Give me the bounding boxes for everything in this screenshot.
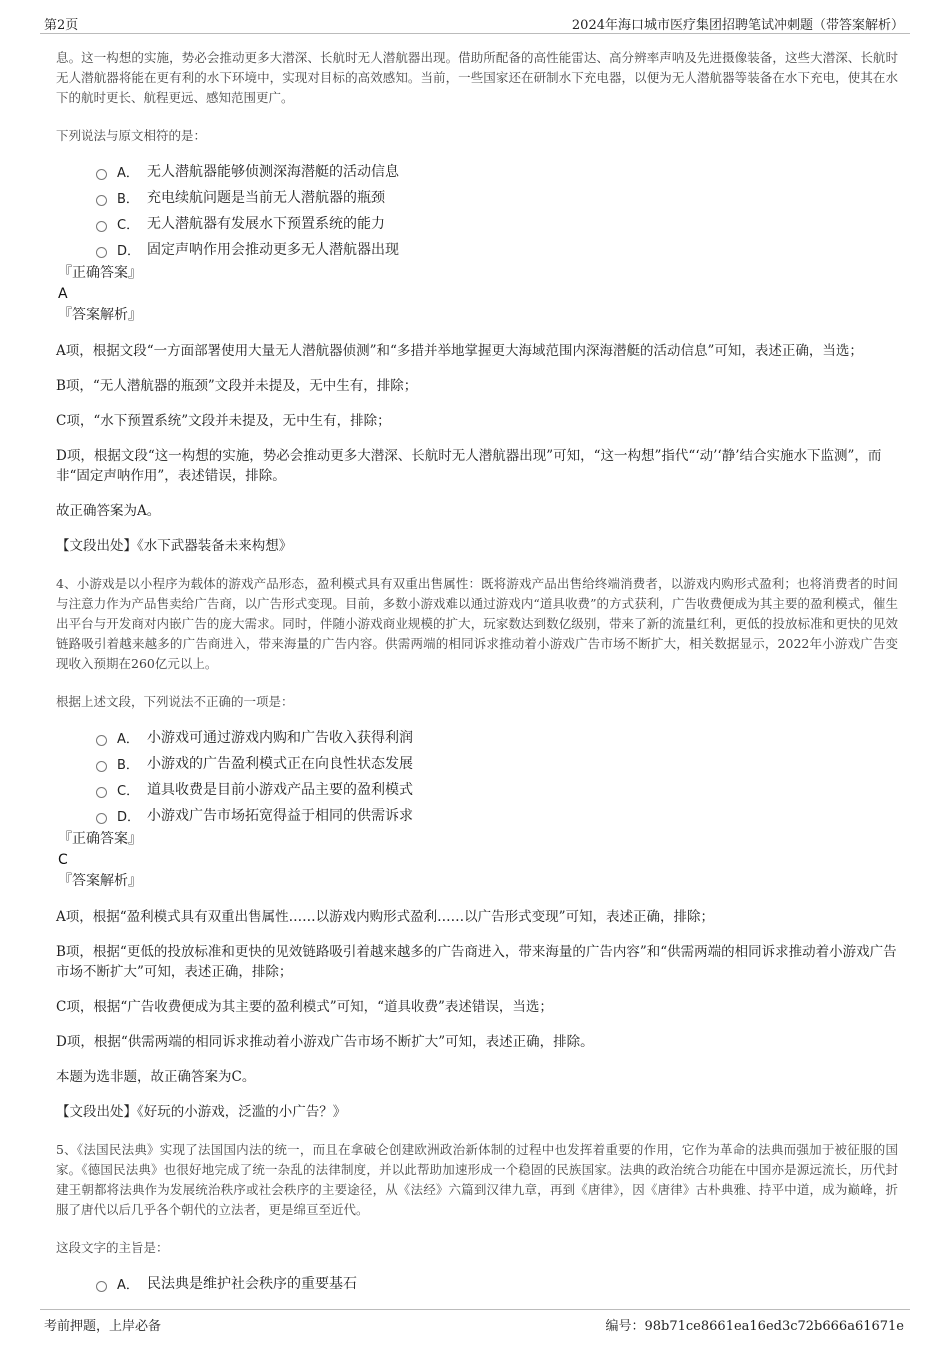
option-text: 小游戏可通过游戏内购和广告收入获得利润 bbox=[147, 730, 413, 746]
question-3-prompt: 下列说法与原文相符的是： bbox=[56, 128, 207, 143]
question-5-options bbox=[96, 1270, 898, 1296]
question-5 bbox=[56, 1140, 898, 1296]
passage-source: 【文段出处】《好玩的小游戏，泛滥的小广告？》 bbox=[56, 1104, 347, 1120]
option-d[interactable] bbox=[96, 236, 898, 262]
option-text: 无人潜航器能够侦测深海潜艇的活动信息 bbox=[147, 164, 399, 180]
option-a[interactable] bbox=[96, 1270, 898, 1296]
correct-answer-label: 『正确答案』 bbox=[58, 831, 142, 847]
radio-button-icon[interactable] bbox=[96, 195, 107, 206]
correct-answer-label: 『正确答案』 bbox=[58, 265, 142, 281]
option-letter: B． bbox=[117, 191, 139, 207]
option-letter: A． bbox=[117, 731, 139, 747]
explanation-b: B项，根据“更低的投放标准和更快的见效链路吸引着越来越多的广告商进入，带来海量的广告内容”和“供需两端的相同诉求推动着小游戏广告市场不断扩大”可知，表述正确，排除； bbox=[56, 944, 897, 980]
question-3 bbox=[56, 48, 898, 556]
option-letter: D． bbox=[117, 809, 141, 825]
question-3-options bbox=[96, 158, 898, 262]
explanation-a: A项，根据“盈利模式具有双重出售属性……以游戏内购形式盈利……以广告形式变现”可知，表述正确，排除； bbox=[56, 909, 715, 925]
question-5-passage: 5、《法国民法典》实现了法国国内法的统一，而且在拿破仑创建欧洲政治新体制的过程中也发挥着重要的作用，它作为革命的法典而强加于被征服的国家。《德国民法典》也很好地完成了统一杂乱的法律制度，并以此帮助加速形成一个稳固的民族国家。法典的政治统合功能在中国亦是源远流长，历代封建王朝都将法典作为发展统治秩序或社会秩序的主要途径，从《法经》六篇到汉律九章，再到《唐律》，因《唐律》古朴典雅、持平中道，成为巅峰，折服了唐代以后几乎各个朝代的立法者，更是绵亘至近代。 bbox=[56, 1142, 898, 1217]
option-text: 小游戏的广告盈利模式正在向良性状态发展 bbox=[147, 756, 413, 772]
correct-answer: C bbox=[58, 852, 68, 868]
option-text: 充电续航问题是当前无人潜航器的瓶颈 bbox=[147, 190, 385, 206]
document-id: 编号：98b71ce8661ea16ed3c72b666a61671e bbox=[605, 1319, 904, 1334]
option-text: 民法典是维护社会秩序的重要基石 bbox=[147, 1276, 357, 1292]
header-divider bbox=[40, 33, 910, 34]
option-text: 固定声呐作用会推动更多无人潜航器出现 bbox=[147, 242, 399, 258]
option-c[interactable] bbox=[96, 210, 898, 236]
option-text: 无人潜航器有发展水下预置系统的能力 bbox=[147, 216, 385, 232]
option-d[interactable] bbox=[96, 802, 898, 828]
option-text: 道具收费是目前小游戏产品主要的盈利模式 bbox=[147, 782, 413, 798]
explanation-c: C项，“水下预置系统”文段并未提及，无中生有，排除； bbox=[56, 413, 391, 429]
option-letter: C． bbox=[117, 217, 140, 233]
radio-button-icon[interactable] bbox=[96, 1281, 107, 1292]
option-letter: A． bbox=[117, 1277, 139, 1293]
option-a[interactable] bbox=[96, 158, 898, 184]
question-3-passage: 息。这一构想的实施，势必会推动更多大潜深、长航时无人潜航器出现。借助所配备的高性能雷达、高分辨率声呐及先进摄像装备，这些大潜深、长航时无人潜航器将能在更有利的水下环境中，实现对目标的高效感知。当前，一些国家还在研制水下充电器，以便为无人潜航器等装备在水下充电，使其在水下的航时更长、航程更远、感知范围更广。 bbox=[56, 50, 898, 105]
analysis-label: 『答案解析』 bbox=[58, 307, 142, 323]
passage-source: 【文段出处】《水下武器装备未来构想》 bbox=[56, 538, 293, 554]
page-content bbox=[56, 48, 898, 1296]
question-4-prompt: 根据上述文段，下列说法不正确的一项是： bbox=[56, 694, 294, 709]
question-4 bbox=[56, 574, 898, 1122]
explanation-a: A项，根据文段“一方面部署使用大量无人潜航器侦测”和“多措并举地掌握更大海域范围内深海潜艇的活动信息”可知，表述正确，当选； bbox=[56, 343, 863, 359]
page-footer bbox=[0, 1305, 950, 1345]
radio-button-icon[interactable] bbox=[96, 247, 107, 258]
radio-button-icon[interactable] bbox=[96, 221, 107, 232]
explanation-d: D项，根据“供需两端的相同诉求推动着小游戏广告市场不断扩大”可知，表述正确，排除。 bbox=[56, 1034, 594, 1050]
explanation-b: B项，“无人潜航器的瓶颈”文段并未提及，无中生有，排除； bbox=[56, 378, 418, 394]
question-4-options bbox=[96, 724, 898, 828]
radio-button-icon[interactable] bbox=[96, 787, 107, 798]
option-text: 小游戏广告市场拓宽得益于相同的供需诉求 bbox=[147, 808, 413, 824]
radio-button-icon[interactable] bbox=[96, 761, 107, 772]
question-4-passage: 4、小游戏是以小程序为载体的游戏产品形态，盈利模式具有双重出售属性：既将游戏产品出售给终端消费者，以游戏内购形式盈利；也将消费者的时间与注意力作为产品售卖给广告商，以广告形式变现。目前，多数小游戏难以通过游戏内“道具收费”的方式获利，广告收费便成为其主要的盈利模式，催生出平台与开发商对内嵌广告的庞大需求。同时，伴随小游戏商业规模的扩大，玩家数达到数亿级别，带来了新的流量红利，更低的投放标准和更快的见效链路吸引着越来越多的广告商进入，带来海量的广告内容。供需两端的相同诉求推动着小游戏广告市场不断扩大，相关数据显示，2022年小游戏广告变现收入预期在260亿元以上。 bbox=[56, 576, 898, 671]
radio-button-icon[interactable] bbox=[96, 813, 107, 824]
footer-divider bbox=[40, 1309, 910, 1310]
correct-answer: A bbox=[58, 286, 68, 302]
page-number: 第2页 bbox=[44, 18, 79, 33]
option-letter: A． bbox=[117, 165, 139, 181]
option-b[interactable] bbox=[96, 184, 898, 210]
option-a[interactable] bbox=[96, 724, 898, 750]
option-b[interactable] bbox=[96, 750, 898, 776]
option-c[interactable] bbox=[96, 776, 898, 802]
question-5-prompt: 这段文字的主旨是： bbox=[56, 1240, 169, 1255]
option-letter: C． bbox=[117, 783, 140, 799]
analysis-label: 『答案解析』 bbox=[58, 873, 142, 889]
footer-slogan: 考前押题，上岸必备 bbox=[44, 1319, 162, 1334]
radio-button-icon[interactable] bbox=[96, 169, 107, 180]
explanation-c: C项，根据“广告收费便成为其主要的盈利模式”可知，“道具收费”表述错误，当选； bbox=[56, 999, 553, 1015]
answer-conclusion: 故正确答案为A。 bbox=[56, 503, 161, 519]
document-title: 2024年海口城市医疗集团招聘笔试冲刺题（带答案解析） bbox=[571, 18, 904, 33]
answer-conclusion: 本题为选非题，故正确答案为C。 bbox=[56, 1069, 256, 1085]
radio-button-icon[interactable] bbox=[96, 735, 107, 746]
option-letter: D． bbox=[117, 243, 141, 259]
explanation-d: D项，根据文段“这一构想的实施，势必会推动更多大潜深、长航时无人潜航器出现”可知，“这一构想”指代“‘动’‘静’结合实施水下监测”，而非“固定声呐作用”，表述错误，排除。 bbox=[56, 448, 882, 484]
option-letter: B． bbox=[117, 757, 139, 773]
page-header bbox=[0, 0, 950, 36]
